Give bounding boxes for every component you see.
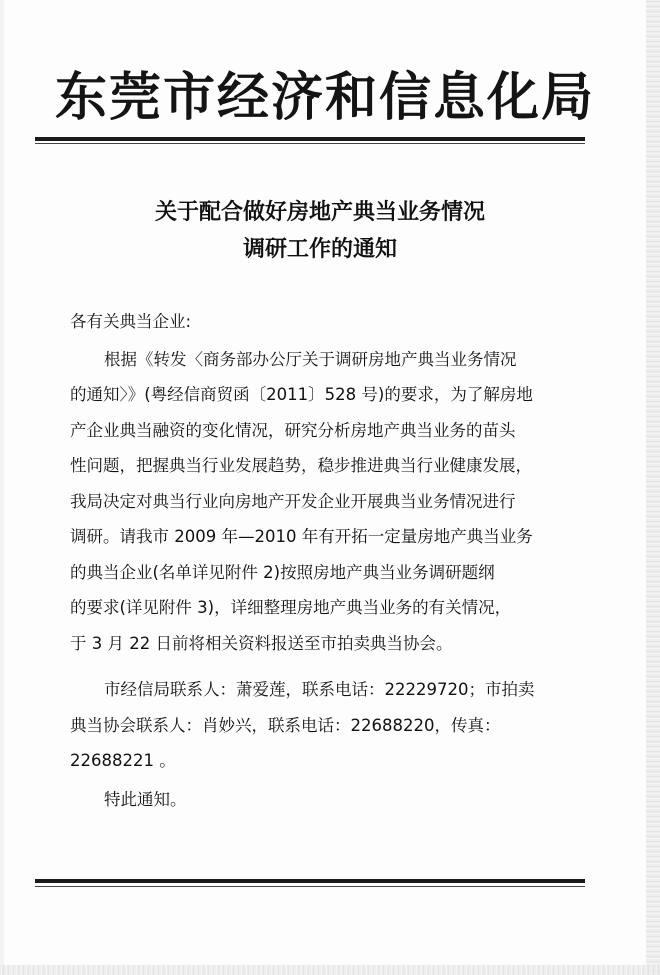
body-line: 于 3 月 22 日前将相关资料报送至市拍卖典当协会。	[70, 634, 453, 653]
body-line: 调研。请我市 2009 年—2010 年有开拓一定量房地产典当业务	[70, 527, 533, 546]
salutation: 各有关典当企业:	[70, 312, 192, 331]
body-line: 的典当企业(名单详见附件 2)按照房地产典当业务调研题纲	[70, 563, 495, 582]
body-line: 我局决定对典当行业向房地产开发企业开展典当业务情况进行	[70, 492, 516, 511]
letterhead-title: 东莞市经济和信息化局	[55, 67, 596, 128]
notice-title-line-2: 调研工作的通知	[242, 236, 397, 262]
body-line: 性问题，把握典当行业发展趋势，稳步推进典当行业健康发展，	[70, 456, 532, 475]
body-line: 根据《转发〈商务部办公厅关于调研房地产典当业务情况	[104, 350, 517, 369]
footer-rule-thick	[35, 879, 585, 883]
body-line: 的要求(详见附件 3)，详细整理房地产典当业务的有关情况，	[70, 598, 512, 617]
contact-line: 典当协会联系人：肖妙兴，联系电话：22688220，传真：	[70, 716, 501, 735]
scan-edge-right	[646, 0, 660, 975]
scan-edge-bottom	[0, 965, 660, 975]
notice-title-line-1: 关于配合做好房地产典当业务情况	[154, 199, 485, 225]
footer-rule-thin	[35, 886, 585, 887]
body-line: 产企业典当融资的变化情况，研究分析房地产典当业务的苗头	[70, 421, 516, 440]
closing-line: 特此通知。	[104, 790, 187, 809]
body-line: 的通知〉》(粤经信商贸函〔2011〕528 号)的要求，为了解房地	[70, 385, 533, 404]
contact-line: 市经信局联系人：萧爱莲，联系电话：22229720；市拍卖	[104, 680, 535, 699]
scan-edge-left	[0, 0, 4, 975]
contact-line: 22688221 。	[70, 751, 176, 770]
letterhead-rule-thin	[35, 143, 585, 144]
letterhead-rule-thick	[35, 137, 585, 141]
